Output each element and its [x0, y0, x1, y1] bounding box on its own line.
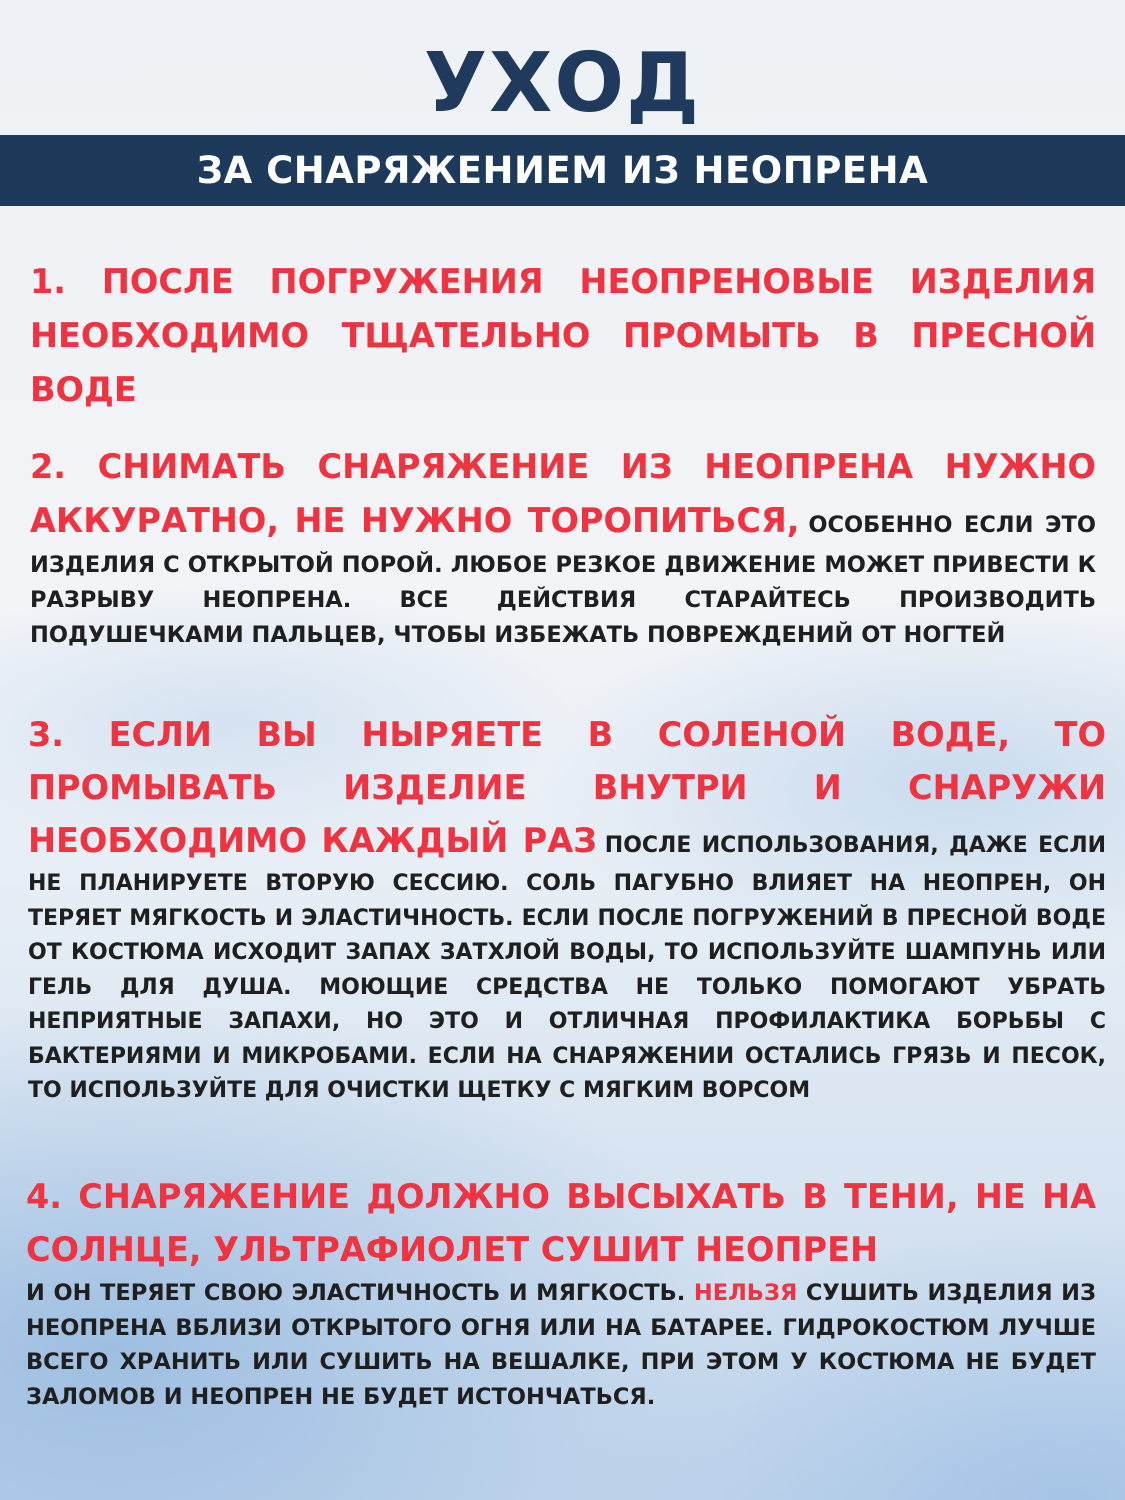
step-4-body-start: И ОН ТЕРЯЕТ СВОЮ ЭЛАСТИЧНОСТЬ И МЯГКОСТЬ. [26, 1280, 686, 1306]
step-3-heading: 3. ЕСЛИ ВЫ НЫРЯЕТЕ В СОЛЕНОЙ ВОДЕ, ТО ПРОМЫВАТЬ ИЗДЕЛИЕ ВНУТРИ И СНАРУЖИ НЕОБХОДИМО КАЖДЫЙ РАЗ [28, 715, 1106, 860]
step-3-body: ПОСЛЕ ИСПОЛЬЗОВАНИЯ, ДАЖЕ ЕСЛИ НЕ ПЛАНИРУЕТЕ ВТОРУЮ СЕССИЮ. СОЛЬ ПАГУБНО ВЛИЯЕТ НА НЕОПРЕН, ОН ТЕРЯЕТ МЯГКОСТЬ И ЭЛАСТИЧНОСТЬ. ЕСЛИ ПОСЛЕ ПОГРУЖЕНИЙ В ПРЕСНОЙ ВОДЕ ОТ КОСТЮМА ИСХОДИТ ЗАПАХ ЗАТХЛОЙ ВОДЫ, ТО ИСПОЛЬЗУЙТЕ ШАМПУНЬ ИЛИ ГЕЛЬ ДЛЯ ДУША. МОЮЩИЕ СРЕДСТВА НЕ ТОЛЬКО ПОМОГАЮТ УБРАТЬ НЕПРИЯТНЫЕ ЗАПАХИ, НО ЭТО И ОТЛИЧНАЯ ПРОФИЛАКТИКА БОРЬБЫ С БАКТЕРИЯМИ И МИКРОБАМИ. ЕСЛИ НА СНАРЯЖЕНИИ ОСТАЛИСЬ ГРЯЗЬ И ПЕСОК, ТО ИСПОЛЬЗУЙТЕ ДЛЯ ОЧИСТКИ ЩЕТКУ С МЯГКИМ ВОРСОМ [28, 833, 1106, 1103]
subtitle-banner [0, 135, 1125, 206]
step-4-heading: 4. СНАРЯЖЕНИЕ ДОЛЖНО ВЫСЫХАТЬ В ТЕНИ, НЕ НА СОЛНЦЕ, УЛЬТРАФИОЛЕТ СУШИТ НЕОПРЕН [26, 1177, 1096, 1269]
page-title: УХОД [423, 36, 702, 131]
care-step-3 [28, 708, 1106, 1109]
step-4-body-end: СУШИТЬ ИЗДЕЛИЯ ИЗ НЕОПРЕНА ВБЛИЗИ ОТКРЫТОГО ОГНЯ ИЛИ НА БАТАРЕЕ. ГИДРОКОСТЮМ ЛУЧШЕ ВСЕГО ХРАНИТЬ ИЛИ СУШИТЬ НА ВЕШАЛКЕ, ПРИ ЭТОМ У КОСТЮМА НЕ БУДЕТ ЗАЛОМОВ И НЕОПРЕН НЕ БУДЕТ ИСТОНЧАТЬСЯ. [26, 1280, 1096, 1410]
step-4-body [26, 1276, 1096, 1414]
step-1-heading: 1. ПОСЛЕ ПОГРУЖЕНИЯ НЕОПРЕНОВЫЕ ИЗДЕЛИЯ НЕОБХОДИМО ТЩАТЕЛЬНО ПРОМЫТЬ В ПРЕСНОЙ ВОДЕ [30, 262, 1096, 409]
step-2-heading: 2. СНИМАТЬ СНАРЯЖЕНИЕ ИЗ НЕОПРЕНА НУЖНО АККУРАТНО, НЕ НУЖНО ТОРОПИТЬСЯ, [30, 447, 1096, 540]
care-step-2 [30, 440, 1096, 653]
step-4-warning-word: НЕЛЬЗЯ [693, 1280, 798, 1306]
care-step-1 [30, 255, 1096, 417]
page-subtitle: ЗА СНАРЯЖЕНИЕМ ИЗ НЕОПРЕНА [196, 149, 929, 192]
care-step-4 [26, 1170, 1096, 1414]
step-2-body: ОСОБЕННО ЕСЛИ ЭТО ИЗДЕЛИЯ С ОТКРЫТОЙ ПОРОЙ. ЛЮБОЕ РЕЗКОЕ ДВИЖЕНИЕ МОЖЕТ ПРИВЕСТИ К РАЗРЫВУ НЕОПРЕНА. ВСЕ ДЕЙСТВИЯ СТАРАЙТЕСЬ ПРОИЗВОДИТЬ ПОДУШЕЧКАМИ ПАЛЬЦЕВ, ЧТОБЫ ИЗБЕЖАТЬ ПОВРЕЖДЕНИЙ ОТ НОГТЕЙ [30, 512, 1096, 648]
